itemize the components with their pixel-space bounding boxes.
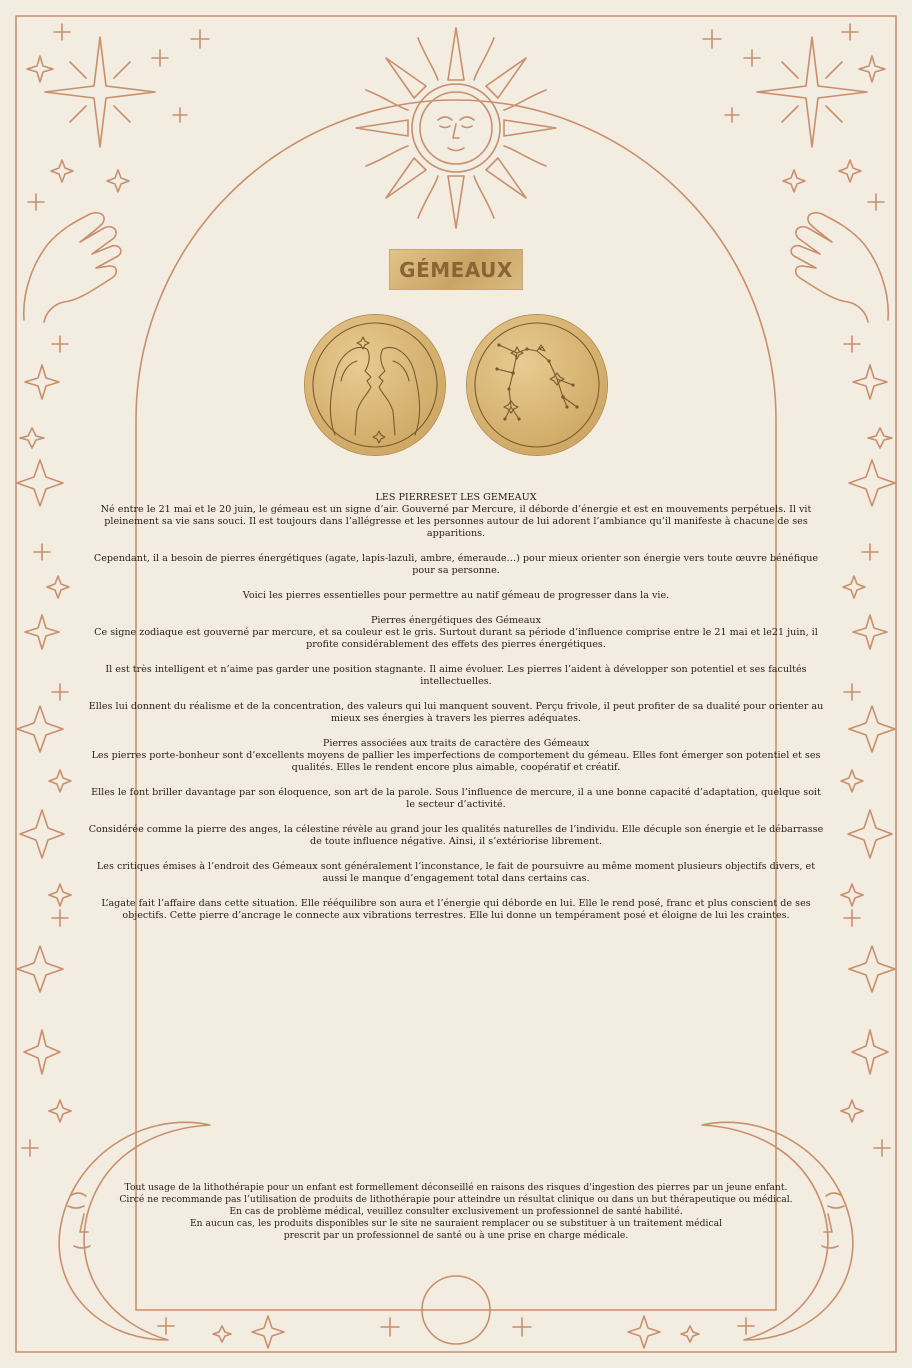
- paragraph: Voici les pierres essentielles pour permettre au natif gémeau de progresser dans la vie.: [242, 590, 670, 601]
- sign-title-badge: [389, 249, 523, 290]
- paragraph: Cependant, il a besoin de pierres énergétiques (agate, lapis-lazuli, ambre, émeraude…) pour mieux orienter son énergie vers toute œuvre bénéfique pour sa personne.: [93, 553, 819, 576]
- paragraph: Il est très intelligent et n’aime pas garder une position stagnante. Il aime évoluer. Les pierres l’aident à développer son potentiel et ses facultés intellectuelles.: [105, 664, 807, 687]
- hand-icon: [791, 213, 888, 322]
- twins-portrait-medallion: [305, 315, 445, 455]
- sparkle-icon: [45, 37, 155, 147]
- star-icon: [158, 1316, 754, 1348]
- article-heading: LES PIERRESET LES GEMEAUX: [375, 492, 537, 503]
- section-heading: Pierres associées aux traits de caractère des Gémeaux: [322, 738, 590, 749]
- hand-icon: [24, 213, 121, 322]
- twins-faces-icon: [305, 315, 445, 455]
- gemini-constellation-icon: [467, 315, 607, 455]
- disclaimer-line: Circé ne recommande pas l’utilisation de produits de lithothérapie pour atteindre un résultat clinique ou dans un but thérapeutique ou médical.: [119, 1194, 793, 1205]
- sun-icon: [356, 28, 556, 228]
- paragraph: Ce signe zodiaque est gouverné par mercure, et sa couleur est le gris. Surtout durant sa période d’influence comprise entre le 21 mai et le21 juin, il profite considérablement des effets des pierres énergétiques.: [94, 627, 818, 650]
- disclaimer-line: Tout usage de la lithothérapie pour un enfant est formellement déconseillé en raisons des risques d'ingestion des pierres par un jeune enfant.: [124, 1182, 788, 1193]
- paragraph: Elles le font briller davantage par son éloquence, son art de la parole. Sous l’influence de mercure, il a une bonne capacité d’adaptation, quelque soit le secteur d’activité.: [91, 787, 821, 810]
- disclaimer-line: prescrit par un professionnel de santé ou à une prise en charge médicale.: [283, 1230, 629, 1241]
- paragraph: Elles lui donnent du réalisme et de la concentration, des valeurs qui lui manquent souvent. Perçu frivole, il peut profiter de sa dualité pour orienter au mieux ses énergies à travers les pierres adéquates.: [88, 701, 824, 724]
- paragraph: Considérée comme la pierre des anges, la célestine révèle au grand jour les qualités naturelles de l’individu. Elle décuple son énergie et le débarrasse de toute influence négative. Ainsi, il s’extériorise librement.: [88, 824, 824, 847]
- disclaimer-line: En cas de problème médical, veuillez consulter exclusivement un professionnel de santé habilité.: [229, 1206, 683, 1217]
- star-icon: [27, 24, 885, 210]
- section-heading: Pierres énergétiques des Gémeaux: [370, 615, 542, 626]
- paragraph: Les pierres porte-bonheur sont d’excellents moyens de pallier les imperfections de comportement du gémeau. Elles font émerger son potentiel et ses qualités. Elles le rendent encore plus aimable, coopératif et créatif.: [91, 750, 821, 773]
- disclaimer-line: En aucun cas, les produits disponibles sur le site ne sauraient remplacer ou se substituer à un traitement médical: [189, 1218, 723, 1229]
- paragraph: Les critiques émises à l’endroit des Gémeaux sont généralement l’inconstance, le fait de poursuivre au même moment plusieurs objectifs divers, et aussi le manque d’engagement total dans certains cas.: [96, 861, 816, 884]
- sparkle-icon: [757, 37, 867, 147]
- paragraph: L’agate fait l’affaire dans cette situation. Elle rééquilibre son aura et l’énergie qui déborde en lui. Elle le rend posé, franc et plus conscient de ses objectifs. Cette pierre d’ancrage le connecte aux vibrations terrestres. Elle lui donne un tempérament posé et éloigne de lui les craintes.: [101, 898, 811, 921]
- intro-paragraph: Né entre le 21 mai et le 20 juin, le gémeau est un signe d’air. Gouverné par Mercure, il déborde d’énergie et est en mouvements perpétuels. Il vit pleinement sa vie sans souci. Il est toujours dans l’allégresse et les personnes autour de lui adorent l’ambiance qu’il manifeste à chacune de ses apparitions.: [100, 504, 812, 539]
- medical-disclaimer: [110, 1182, 802, 1242]
- sign-title: GÉMEAUX: [399, 257, 513, 282]
- constellation-medallion: [467, 315, 607, 455]
- article-body: [86, 492, 826, 935]
